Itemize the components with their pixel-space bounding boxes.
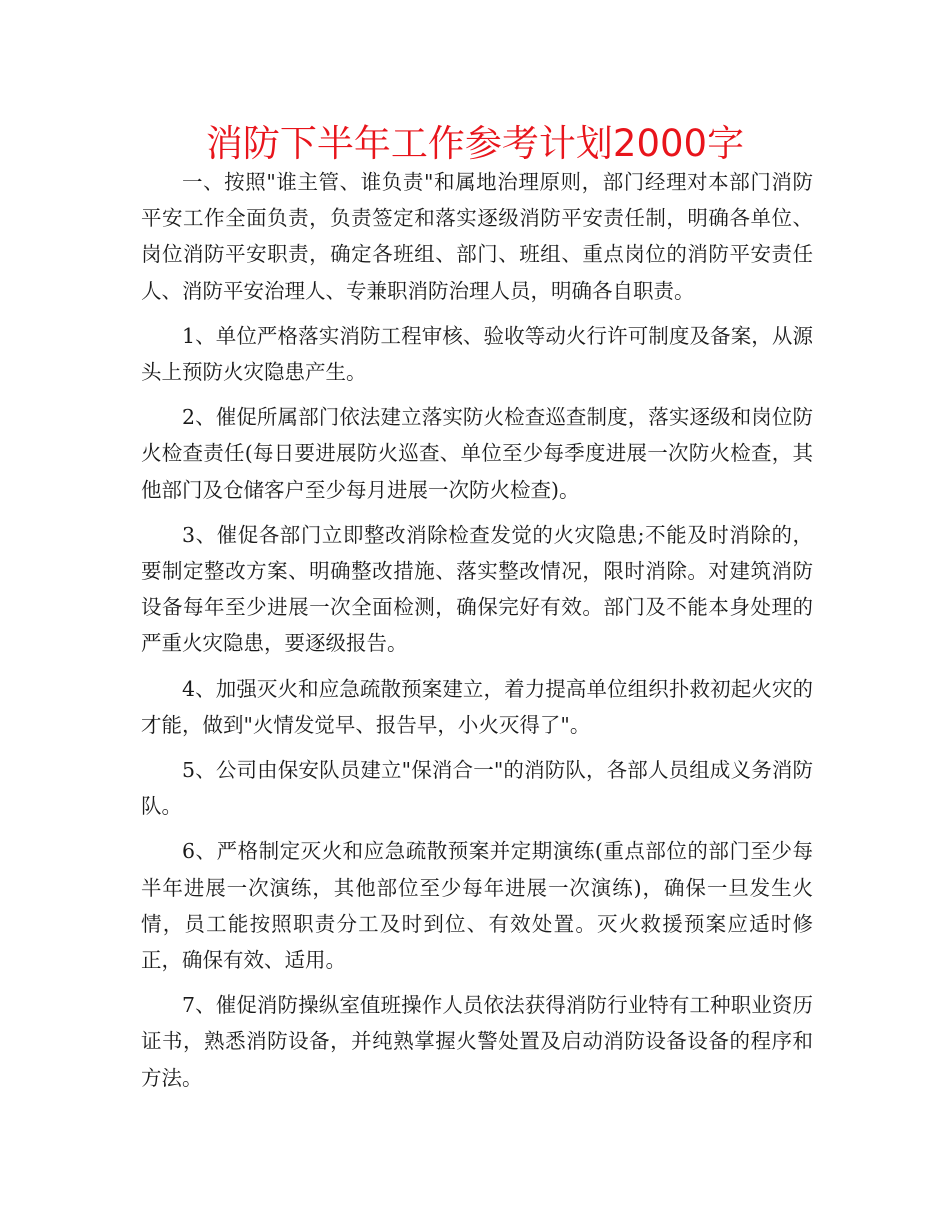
- paragraph-item-7: 7、催促消防操纵室值班操作人员依法获得消防行业特有工种职业资历证书，熟悉消防设备，并纯熟掌握火警处置及启动消防设备设备的程序和方法。: [141, 993, 813, 1090]
- paragraph-item-2: 2、催促所属部门依法建立落实防火检查巡查制度，落实逐级和岗位防火检查责任(每日要进展防火巡查、单位至少每季度进展一次防火检查，其他部门及仓储客户至少每月进展一次防火检查)。: [141, 405, 813, 502]
- paragraph-item-3: 3、催促各部门立即整改消除检查发觉的火灾隐患;不能及时消除的，要制定整改方案、明确整改措施、落实整改情况，限时消除。对建筑消防设备每年至少进展一次全面检测，确保完好有效。部门及不能本身处理的严重火灾隐患，要逐级报告。: [141, 522, 813, 656]
- paragraph-intro: 一、按照"谁主管、谁负责"和属地治理原则，部门经理对本部门消防平安工作全面负责，负责签定和落实逐级消防平安责任制，明确各单位、岗位消防平安职责，确定各班组、部门、班组、重点岗位的消防平安责任人、消防平安治理人、专兼职消防治理人员，明确各自职责。: [141, 170, 813, 303]
- paragraph-item-6: 6、严格制定灭火和应急疏散预案并定期演练(重点部位的部门至少每半年进展一次演练，其他部位至少每年进展一次演练)，确保一旦发生火情，员工能按照职责分工及时到位、有效处置。灭火救援预案应适时修正，确保有效、适用。: [141, 839, 813, 973]
- paragraph-item-5: 5、公司由保安队员建立"保消合一"的消防队，各部人员组成义务消防队。: [141, 758, 813, 819]
- paragraph-item-4: 4、加强灭火和应急疏散预案建立，着力提高单位组织扑救初起火灾的才能，做到"火情发觉早、报告早，小火灭得了"。: [141, 676, 813, 737]
- document-title: 消防下半年工作参考计划2000字: [205, 122, 745, 165]
- document-body: [141, 164, 813, 1105]
- paragraph-item-1: 1、单位严格落实消防工程审核、验收等动火行许可制度及备案，从源头上预防火灾隐患产生。: [141, 323, 813, 385]
